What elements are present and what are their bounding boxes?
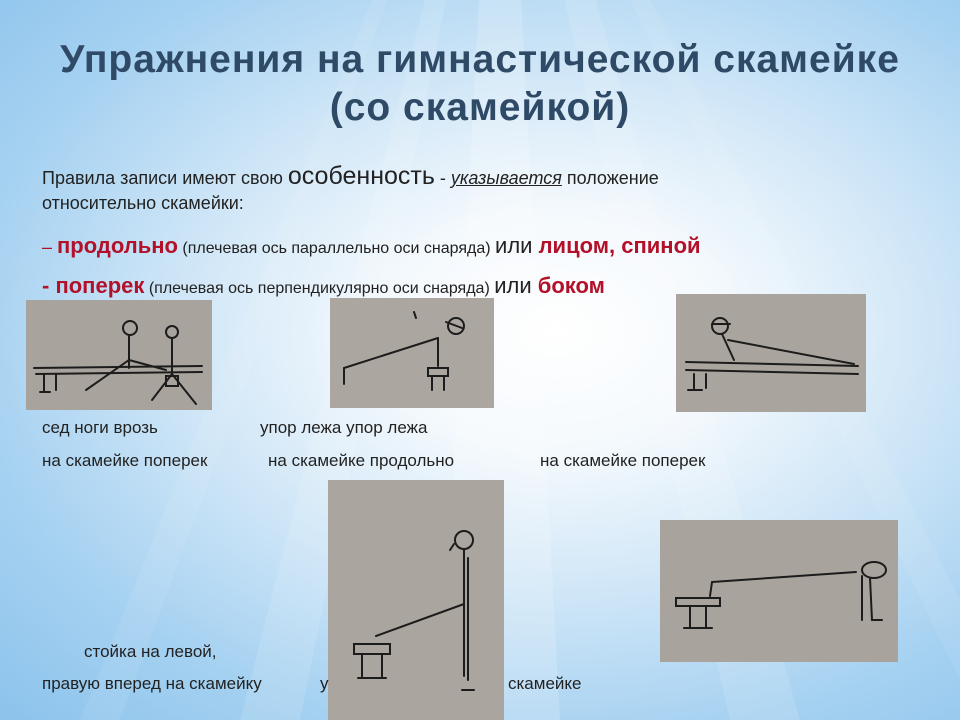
- item-transverse: [42, 272, 605, 303]
- caption-row3: стойка на левой,: [84, 642, 217, 661]
- item1-term: продольно: [57, 233, 178, 258]
- item1-orient: лицом, спиной: [532, 233, 701, 258]
- sketch-plank-across: [676, 294, 866, 412]
- caption-row1-a: сед ноги врозь: [42, 418, 158, 437]
- caption-row2-c: на скамейке поперек: [540, 451, 706, 470]
- item1-conj: или: [495, 233, 533, 258]
- caption-row2-a: на скамейке поперек: [42, 451, 208, 470]
- rules-part-2: положение: [561, 168, 659, 188]
- caption-row2-b: на скамейке продольно: [268, 451, 455, 470]
- item2-term: поперек: [55, 273, 145, 298]
- caption-row4-a: правую вперед на скамейку: [42, 674, 262, 693]
- title-line-2: (со скамейкой): [329, 86, 631, 129]
- caption-row4-b: у: [320, 674, 329, 693]
- rules-paragraph: [42, 162, 659, 192]
- item-longitudinal: [42, 232, 701, 263]
- item2-orient: боком: [531, 273, 605, 298]
- sketch-stand-leg-extended: [660, 520, 898, 662]
- rules-part-1: Правила записи имеют свою: [42, 168, 288, 188]
- sketch-seated-legs-apart: [26, 300, 212, 410]
- item2-note: (плечевая ось перпендикулярно оси снаряда): [144, 280, 495, 297]
- title-line-1: Упражнения на гимнастической скамейке: [60, 38, 900, 81]
- caption-row1-b: упор лежа упор лежа: [260, 418, 428, 437]
- sketch-stand-foot-on-bench: [328, 480, 504, 720]
- item1-dash: –: [42, 237, 58, 257]
- rules-underlined: указывается: [450, 168, 562, 188]
- rules-emphasis: особенность: [287, 162, 435, 190]
- item2-conj: или: [494, 273, 532, 298]
- caption-row4-c: скамейке: [508, 674, 582, 693]
- item2-dash: -: [42, 273, 56, 298]
- item1-note: (плечевая ось параллельно оси снаряда): [177, 240, 496, 257]
- rules-dash: -: [434, 168, 451, 188]
- page-title: [20, 36, 940, 132]
- rules-line-2: относительно скамейки:: [42, 193, 244, 213]
- sketch-plank-lengthwise: [330, 298, 494, 408]
